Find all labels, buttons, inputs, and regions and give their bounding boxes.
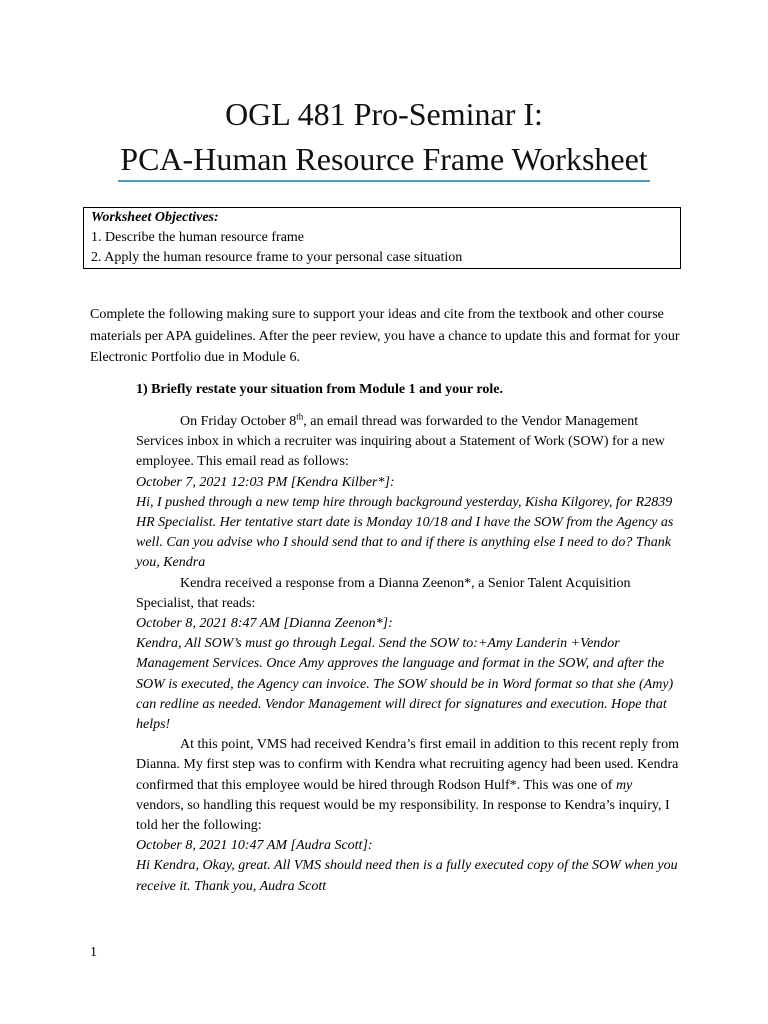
text-run: , an email thread was forwarded to the Vendor Management Services inbox in which a recruiter was inquiring about a Statement of Work (SOW) for a new employee. This email read as follows: [136, 414, 665, 470]
email-2-header: October 8, 2021 8:47 AM [Dianna Zeenon*]: [136, 616, 393, 632]
title-line-2: PCA-Human Resource Frame Worksheet [120, 141, 648, 177]
intro-paragraph: Complete the following making sure to support your ideas and cite from the textbook and other course materials per APA guidelines. After the peer review, you have a chance to update this and format for your Electronic Portfolio due in Module 6. [90, 307, 680, 365]
narrative-paragraph-3 [136, 735, 681, 836]
title-line-1: OGL 481 Pro-Seminar I: [225, 96, 543, 132]
narrative [136, 412, 681, 897]
email-1-body: Hi, I pushed through a new temp hire through background yesterday, Kisha Kilgorey, for R2839 HR Specialist. Her tentative start date is Monday 10/18 and I have the SOW from the Agency as well. Can you advise who I should send that to and if there is anything else I need to do? Thank you, Kendra [136, 494, 674, 571]
narrative-paragraph-2: Kendra received a response from a Dianna Zeenon*, a Senior Talent Acquisition Specialist, that reads: [136, 575, 631, 611]
objective-item: 2. Apply the human resource frame to your personal case situation [91, 250, 463, 265]
email-3-body: Hi Kendra, Okay, great. All VMS should need then is a fully executed copy of the SOW when you receive it. Thank you, Audra Scott [136, 858, 678, 894]
objectives-box [83, 207, 681, 269]
superscript: th [296, 411, 304, 422]
text-run: At this point, VMS had received Kendra’s first email in addition to this recent reply from Dianna. My first step was to confirm with Kendra what recruiting agency had been used. Kendra confirmed that this employee would be hired through Rodson Hulf*. This was one of [136, 737, 679, 793]
email-3-header: October 8, 2021 10:47 AM [Audra Scott]: [136, 838, 373, 854]
narrative-paragraph-1 [136, 412, 681, 473]
page-number: 1 [90, 945, 97, 960]
title-divider [118, 180, 650, 182]
text-run: On Friday October 8 [180, 414, 297, 429]
text-run: vendors, so handling this request would be my responsibility. In response to Kendra’s inquiry, I told her the following: [136, 797, 670, 834]
objective-item: 1. Describe the human resource frame [91, 230, 305, 245]
question-1: 1) Briefly restate your situation from Module 1 and your role. [136, 382, 503, 397]
objectives-heading: Worksheet Objectives: [91, 210, 219, 225]
email-1-header: October 7, 2021 12:03 PM [Kendra Kilber*]: [136, 474, 395, 490]
email-2-body: Kendra, All SOW’s must go through Legal. Send the SOW to:+Amy Landerin +Vendor Management Services. Once Amy approves the language and format in the SOW, and after the SOW is executed, the Agency can invoice. The SOW should be in Word format so that she (Amy) can redline as needed. Vendor Management will direct for signatures and execution. Hope that helps! [136, 636, 674, 733]
emphasis: my [615, 777, 633, 793]
